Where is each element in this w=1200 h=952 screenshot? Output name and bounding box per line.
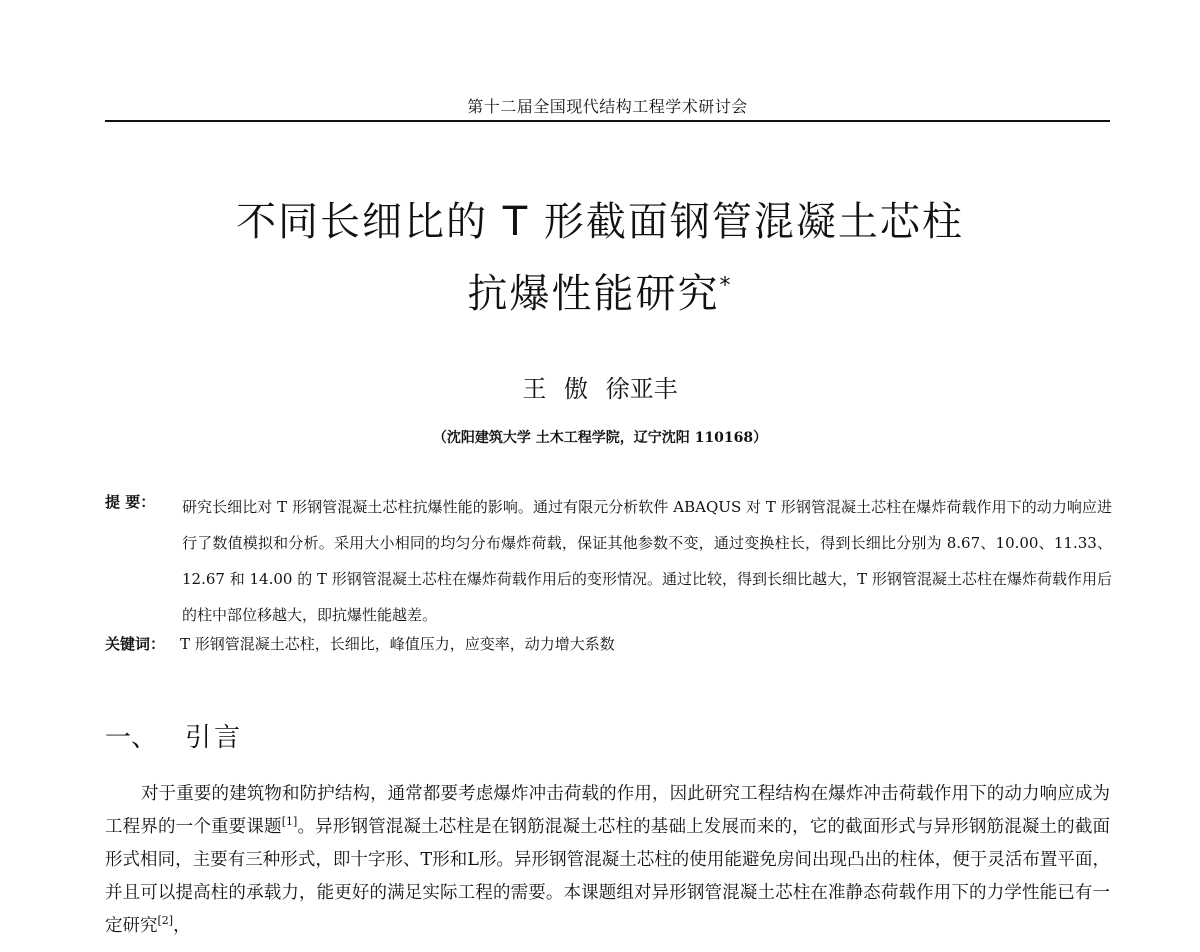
authors: 王 傲 徐亚丰: [522, 375, 678, 403]
running-header: 第十二届全国现代结构工程学术研讨会: [467, 97, 748, 116]
abstract-label: 提 要：: [105, 493, 156, 511]
keywords-label: 关键词：: [105, 635, 166, 653]
title-footnote-mark: *: [719, 273, 733, 299]
affiliation: （沈阳建筑大学 土木工程学院，辽宁沈阳 110168）: [432, 430, 768, 446]
body-paragraph: [105, 778, 1110, 943]
section-number: 一、: [105, 723, 158, 753]
section-title: 引言: [185, 723, 244, 753]
paper-title-line-1: 不同长细比的 T 形截面钢管混凝土芯柱: [236, 199, 964, 245]
body-text-part-1: 对于重要的建筑物和防护结构，通常都要考虑爆炸冲击荷载的作用，因此研究工程结构在爆炸冲击荷载作用下的动力响应成为工程界的一个重要课题: [105, 784, 1110, 837]
paper-title-line-2-text: 抗爆性能研究: [467, 271, 720, 317]
body-text-part-2: 。异形钢管混凝土芯柱是在钢筋混凝土芯柱的基础上发展而来的，它的截面形式与异形钢筋混凝土的截面形式相同，主要有三种形式，即十字形、T形和L形。异形钢管混凝土芯柱的使用能避免房间出现凸出的柱体，便于灵活布置平面，并且可以提高柱的承载力，能更好的满足实际工程的需要。本课题组对异形钢管混凝土芯柱在准静态荷载作用下的力学性能已有一定研究: [105, 817, 1111, 936]
paper-title-line-2: [100, 262, 1100, 319]
abstract-text: 研究长细比对 T 形钢管混凝土芯柱抗爆性能的影响。通过有限元分析软件 ABAQUS 对 T 形钢管混凝土芯柱在爆炸荷载作用下的动力响应进行了数值模拟和分析。采用大小相同的均匀分布爆炸荷载，保证其他参数不变，通过变换柱长，得到长细比分别为 8.67、10.00、11.33、12.67 和 14.00 的 T 形钢管混凝土芯柱在爆炸荷载作用后的变形情况。通过比较，得到长细比越大，T 形钢管混凝土芯柱在爆炸荷载作用后的柱中部位移越大，即抗爆性能越差。: [182, 498, 1112, 624]
body-text-part-3: ，: [173, 916, 191, 936]
header-rule: [105, 120, 1110, 122]
keywords-text: T 形钢管混凝土芯柱，长细比，峰值压力，应变率，动力增大系数: [180, 635, 615, 653]
citation-1: [1]: [281, 815, 298, 829]
citation-2: [2]: [157, 914, 174, 928]
